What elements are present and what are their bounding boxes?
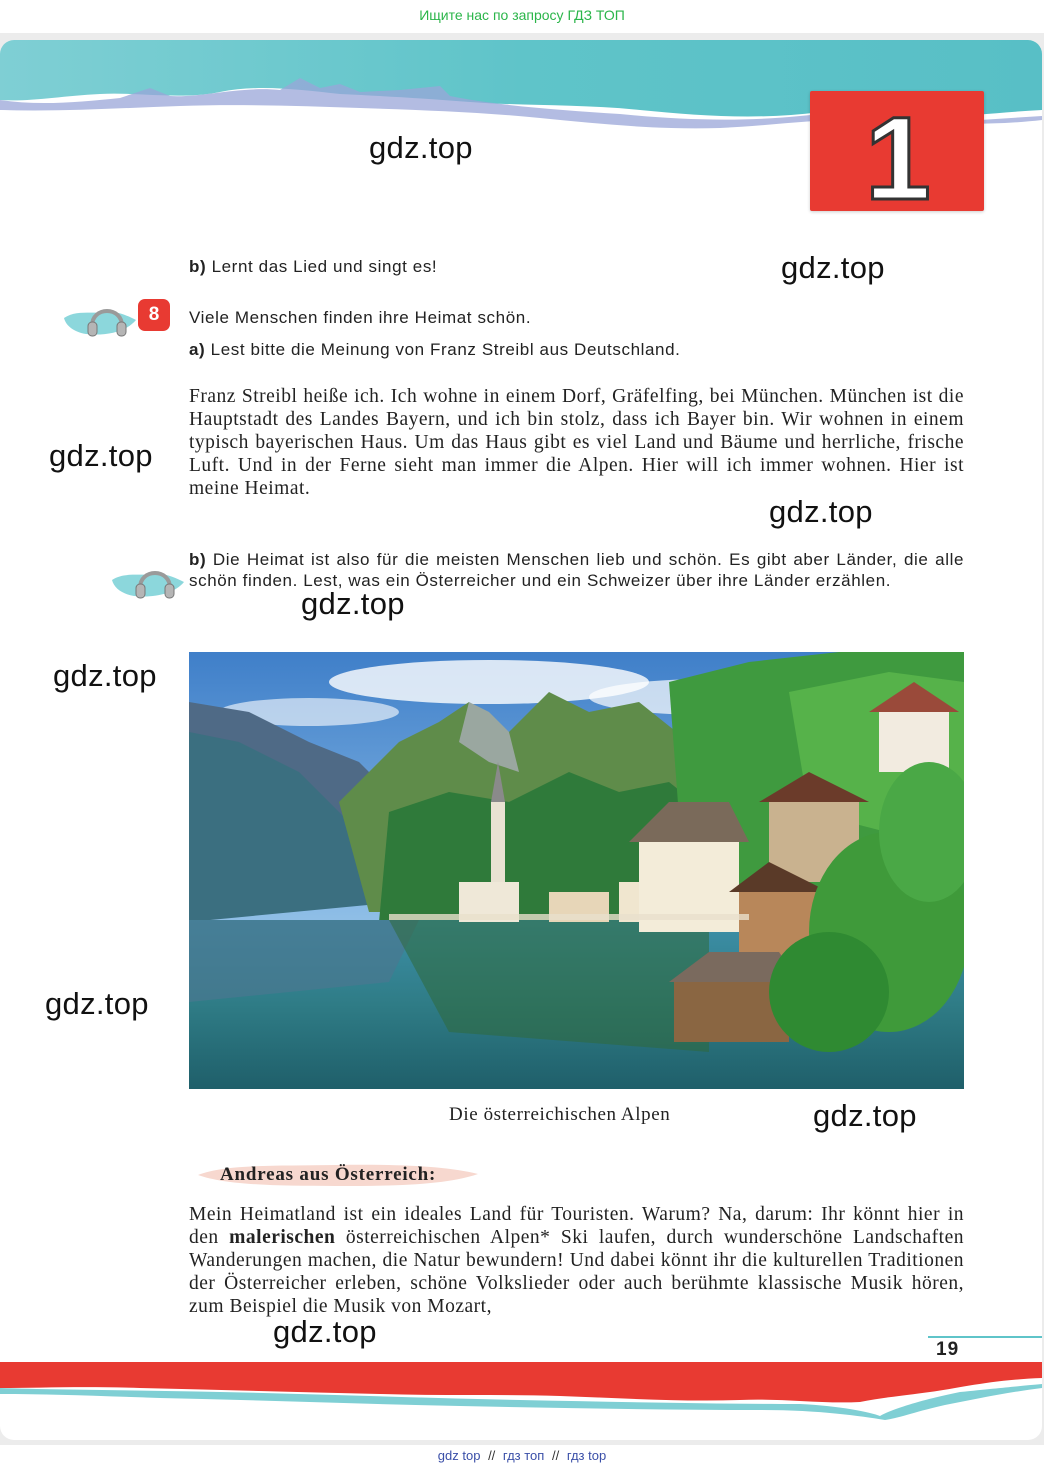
footer-link[interactable]: гдз top bbox=[566, 1448, 607, 1463]
footer-link[interactable]: gdz top bbox=[437, 1448, 481, 1463]
task-text: Lest bitte die Meinung von Franz Streibl aus Deutschland. bbox=[210, 340, 681, 359]
unit-number-glyph bbox=[810, 91, 984, 211]
task-text: Lernt das Lied und singt es! bbox=[211, 257, 438, 276]
task-a bbox=[189, 340, 681, 360]
watermark: gdz.top bbox=[53, 658, 157, 693]
watermark: gdz.top bbox=[301, 586, 405, 621]
watermark: gdz.top bbox=[769, 494, 873, 529]
bold-word: malerischen bbox=[229, 1227, 336, 1248]
paragraph-text: Mein Heimatland ist ein ideales Land für Touristen. Warum? Na, darum: Ihr könnt hier in den bbox=[189, 1204, 964, 1248]
unit-number-badge bbox=[810, 91, 984, 211]
headphones-icon bbox=[62, 292, 138, 340]
exercise-number-badge: 8 bbox=[138, 299, 170, 331]
watermark: gdz.top bbox=[813, 1098, 917, 1133]
watermark: gdz.top bbox=[45, 986, 149, 1021]
top-banner: Ищите нас по запросу ГДЗ ТОП bbox=[0, 0, 1044, 32]
franz-paragraph: Franz Streibl heiße ich. Ich wohne in einem Dorf, Gräfelfing, bei München. München ist die Hauptstadt des Landes Bayern, und ich bin stolz, dass ich Bayer bin. Wir wohnen in einem typisch bayerischen Haus. Um das Haus gibt es viel Land und Bäume und herrliche, frische Luft. Und in der Ferne sieht man immer die Alpen. Hier will ich immer wohnen. Hier ist meine Heimat. bbox=[189, 386, 964, 499]
task-text: Die Heimat ist also für die meisten Menschen lieb und schön. Es gibt aber Länder, die alle schön finden. Lest, was ein Österreicher und ein Schweizer über ihre Länder erzählen. bbox=[189, 550, 964, 590]
textbook-page bbox=[0, 40, 1042, 1440]
exercise-intro: Viele Menschen finden ihre Heimat schön. bbox=[189, 308, 532, 327]
task-b-song bbox=[189, 257, 437, 277]
paragraph-text: österreichischen Alpen* Ski laufen, durch wunderschöne Landschaften Wanderungen machen, die Natur bewundern! Und dabei könnt ihr die kulturellen Traditionen der Österreicher erleben, schöne Volkslieder oder auch berühmte klassische Musik hören, zum Beispiel die Musik von Mozart, bbox=[189, 1227, 964, 1317]
task-label: b) bbox=[189, 550, 207, 569]
watermark: gdz.top bbox=[273, 1314, 377, 1349]
footer-link[interactable]: гдз топ bbox=[502, 1448, 545, 1463]
task-label: b) bbox=[189, 257, 207, 276]
watermark: gdz.top bbox=[49, 438, 153, 473]
alps-photo bbox=[189, 652, 964, 1089]
page-number: 19 bbox=[936, 1339, 960, 1360]
page-number-rule bbox=[928, 1336, 1042, 1338]
headphones-icon bbox=[110, 554, 186, 602]
watermark: gdz.top bbox=[781, 250, 885, 285]
andreas-paragraph bbox=[189, 1203, 964, 1318]
watermark: gdz.top bbox=[369, 130, 473, 165]
svg-text:1: 1 bbox=[865, 93, 931, 211]
footer-separator: // bbox=[551, 1448, 560, 1463]
speaker-heading: Andreas aus Österreich: bbox=[220, 1164, 437, 1185]
task-b-text bbox=[189, 549, 964, 591]
footer-wave bbox=[0, 1358, 1042, 1440]
task-label: a) bbox=[189, 340, 206, 359]
footer-links bbox=[0, 1448, 1044, 1463]
footer-separator: // bbox=[488, 1448, 496, 1463]
photo-caption: Die österreichischen Alpen bbox=[449, 1104, 671, 1125]
